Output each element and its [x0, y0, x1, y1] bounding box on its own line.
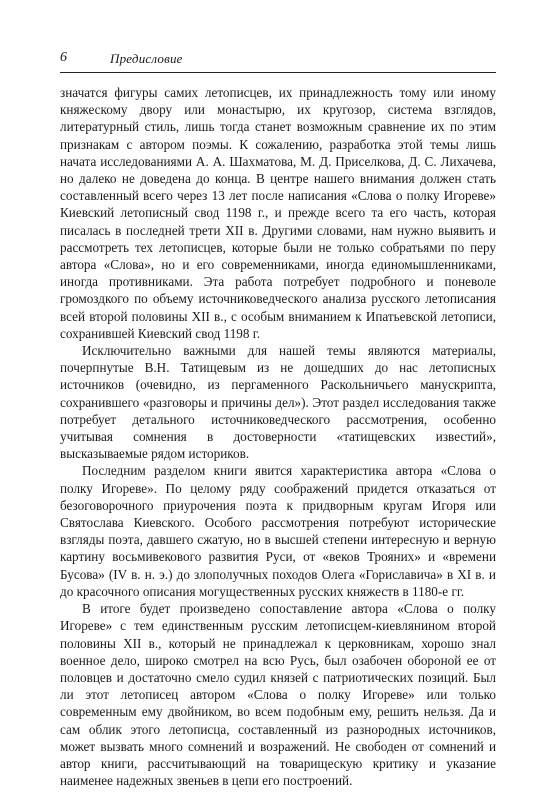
running-head-title: Предисловие: [110, 51, 183, 66]
body-text: [60, 84, 496, 789]
running-header: [60, 50, 496, 73]
paragraph-tatishchev-sources: Исключительно важными для нашей темы являются материалы, почерпнутые В.Н. Татищевым из не дошедших до нас летописных источников (очевидно, из пергаменного Раскольничьего манускрипта, сохранившего «разговоры и причины дел»). Этот раздел исследования также потребует детального источниковедческого рассмотрения, особенно учитывая сомнения в достоверности «татищевских известий», высказываемые рядом историков.: [60, 343, 496, 462]
paragraph-continuation: значатся фигуры самих летописцев, их принадлежность тому или иному княжескому двору или монастырю, их кругозор, система взглядов, литературный стиль, лишь тогда станет возможным сравнение их по этим признакам с автором поэмы. К сожалению, разработка этой темы лишь начата исследованиями А. А. Шахматова, М. Д. Приселкова, Д. С. Лихачева, но далеко не доведена до конца. В центре нашего внимания должен стать составленный всего через 13 лет после написания «Слова о полку Игореве» Киевский летописный свод 1198 г., и прежде всего та его часть, которая писалась в последней трети XII в. Другими словами, нам нужно выявить и рассмотреть тех летописцев, которые были не только собратьями по перу автора «Слова», но и его современниками, иногда единомышленниками, иногда противниками. Эта работа потребует подробного и поневоле громоздкого по объему источниковедческого анализа русского летописания всей второй половины XII в., с особым вниманием к Ипатьевской летописи, сохранившей Киевский свод 1198 г.: [60, 85, 496, 341]
paragraph-conclusion: В итоге будет произведено сопоставление автора «Слова о полку Игореве» с тем единственным русским летописцем-киевлянином второй половины XII в., который не принадлежал к церковникам, хорошо знал военное дело, широко смотрел на всю Русь, был озабочен обороной ее от половцев и достаточно смело судил князей с патриотических позиций. Был ли этот летописец автором «Слова о полку Игореве» или только современным ему двойником, во всем подобным ему, решить нельзя. Да и сам облик этого летописца, составленный из разнородных источников, может вызвать много сомнений и возражений. Не свободен от сомнений и автор книги, рассчитывающий на товарищескую критику и указание наименее надежных звеньев в цепи его построений.: [60, 601, 496, 789]
page-number: 6: [60, 50, 67, 65]
paragraph-author-characteristics: Последним разделом книги явится характеристика автора «Слова о полку Игореве». По целому ряду соображений придется отказаться от безоговорочного приурочения поэта к придворным кругам Игоря или Святослава Киевского. Особого рассмотрения потребуют исторические взгляды поэта, давшего сжатую, но в высшей степени интересную и верную картину восьмивекового развития Руси, от «веков Трояних» и «времени Бусова» (IV в. н. э.) до злополучных походов Олега «Гориславича» в XI в. и до красочного описания могущественных русских княжеств в 1180-е гг.: [60, 463, 496, 599]
